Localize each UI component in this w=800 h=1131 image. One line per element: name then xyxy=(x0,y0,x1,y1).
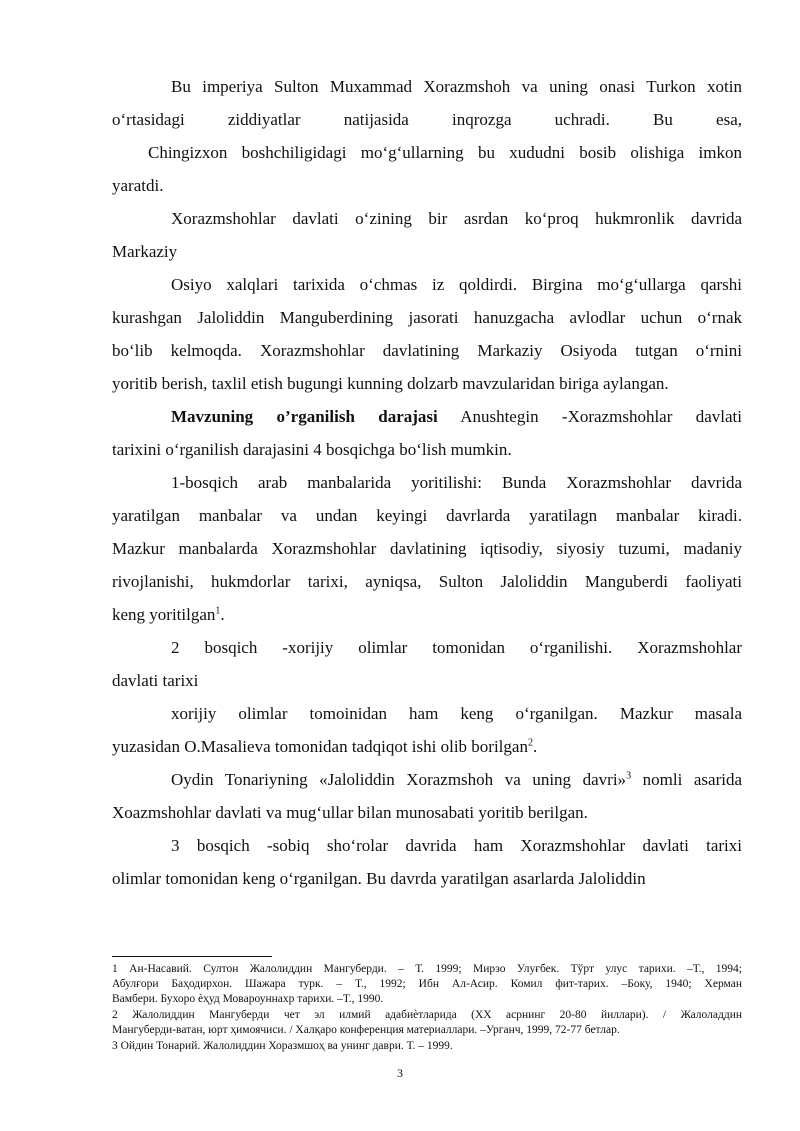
footnote-line: 1 Ан-Насавий. Султон Жалолиддин Мангуберди. – Т. 1999; Мирзо Улуғбек. Тўрт улус тарихи. –Т., 1994; xyxy=(112,963,742,975)
paragraph-line: rivojlanishi, hukmdorlar tarixi, ayniqsa, Sulton Jaloliddin Manguberdi faoliyati xyxy=(112,572,742,591)
paragraph-line: 1-bosqich arab manbalarida yoritilishi: Bunda Xorazmshohlar davrida xyxy=(171,473,742,492)
footnote-3 xyxy=(112,1039,742,1054)
line-text: . xyxy=(220,605,225,624)
paragraph-line: Osiyo xalqlari tarixida oʻchmas iz qoldirdi. Birgina moʻgʻullarga qarshi xyxy=(171,275,742,294)
paragraph-line: Mazkur manbalarda Xorazmshohlar davlatining iqtisodiy, siyosiy tuzumi, madaniy xyxy=(112,539,742,558)
paragraph-line: tarixini oʻrganilish darajasini 4 bosqichga boʻlish mumkin. xyxy=(112,440,512,459)
paragraph-line: yoritib berish, taxlil etish bugungi kunning dolzarb mavzularidan biriga aylangan. xyxy=(112,374,669,393)
section-heading: Mavzuning o’rganilish darajasi xyxy=(171,407,438,426)
line-text: nomli asarida xyxy=(631,770,742,789)
paragraph-line: Chingizxon boshchiligidagi moʻgʻullarning bu xududni bosib olishiga imkon xyxy=(148,143,742,162)
footnote-1 xyxy=(112,962,742,1007)
paragraph-line: Xoazmshohlar davlati va mugʻullar bilan munosabati yoritib berilgan. xyxy=(112,803,588,822)
paragraph-line: Bu imperiya Sulton Muxammad Xorazmshoh va uning onasi Turkon xotin xyxy=(171,77,742,96)
paragraph-line: Markaziy xyxy=(112,242,178,261)
paragraph-line: boʻlib kelmoqda. Xorazmshohlar davlatining Markaziy Osiyoda tutgan oʻrnini xyxy=(112,341,742,360)
section-heading-line xyxy=(112,406,742,428)
paragraph-line: yaratdi. xyxy=(112,176,164,195)
line-text: keng yoritilgan xyxy=(112,605,216,624)
line-text: . xyxy=(532,737,538,756)
footnote-separator xyxy=(112,956,272,957)
footnote-ref-1[interactable]: 1 xyxy=(215,605,221,617)
heading-continuation: Anushtegin -Xorazmshohlar davlati xyxy=(437,407,742,426)
paragraph-line: davlati tarixi xyxy=(112,671,199,690)
paragraph-line: Xorazmshohlar davlati oʻzining bir asrdan koʻproq hukmronlik davrida xyxy=(171,209,742,228)
footnote-ref-3[interactable]: 3 xyxy=(626,770,632,782)
footnote-line: Абулғори Баҳодирхон. Шажара турк. – Т., 1992; Ибн Ал-Асир. Комил фит-тарих. –Боку, 1940; Херман xyxy=(112,978,742,990)
paragraph-line xyxy=(112,736,742,758)
page-number: 3 xyxy=(397,1066,403,1080)
footnote-line: Вамбери. Бухоро ѐҳуд Мовароуннахр тарихи. –Т., 1990. xyxy=(112,993,384,1005)
paragraph-line xyxy=(112,604,742,626)
paragraph-line: xorijiy olimlar tomoinidan ham keng oʻrganilgan. Mazkur masala xyxy=(171,704,742,723)
paragraph-line: 3 bosqich -sobiq shoʻrolar davrida ham Xorazmshohlar davlati tarixi xyxy=(171,836,742,855)
paragraph-line: yaratilgan manbalar va undan keyingi davrlarda yaratilagn manbalar kiradi. xyxy=(112,506,742,525)
paragraph-line: oʻrtasidagi ziddiyatlar natijasida inqrozga uchradi. Bu esa, xyxy=(112,110,742,129)
paragraph-line: olimlar tomonidan keng oʻrganilgan. Bu davrda yaratilgan asarlarda Jaloliddin xyxy=(112,869,646,888)
paragraph-line: 2 bosqich -xorijiy olimlar tomonidan oʻrganilishi. Xorazmshohlar xyxy=(171,638,742,657)
paragraph-line xyxy=(112,769,742,791)
footnote-line: 3 Ойдин Тонарий. Жалолиддин Хоразмшоҳ ва унинг даври. Т. – 1999. xyxy=(112,1040,453,1052)
footnote-line: Мангуберди-ватан, юрт ҳимоячиси. / Халқаро конференция материаллари. –Урганч, 1999, 72-77 бетлар. xyxy=(112,1024,620,1036)
footnote-line: 2 Жалолиддин Мангуберди чет эл илмий адабиѐтларида (XX асрнинг 20-80 йиллари). / Жалоладдин xyxy=(112,1009,742,1021)
paragraph-line: kurashgan Jaloliddin Manguberdining jasorati hanuzgacha avlodlar uchun oʻrnak xyxy=(112,308,742,327)
line-text: Oydin Tonariyning «Jaloliddin Xorazmshoh va uning davri» xyxy=(171,770,627,789)
footnote-2 xyxy=(112,1008,742,1038)
line-text: yuzasidan O.Masalieva tomonidan tadqiqot ishi olib borilgan xyxy=(112,737,528,756)
footnote-ref-2[interactable]: 2 xyxy=(527,737,533,749)
